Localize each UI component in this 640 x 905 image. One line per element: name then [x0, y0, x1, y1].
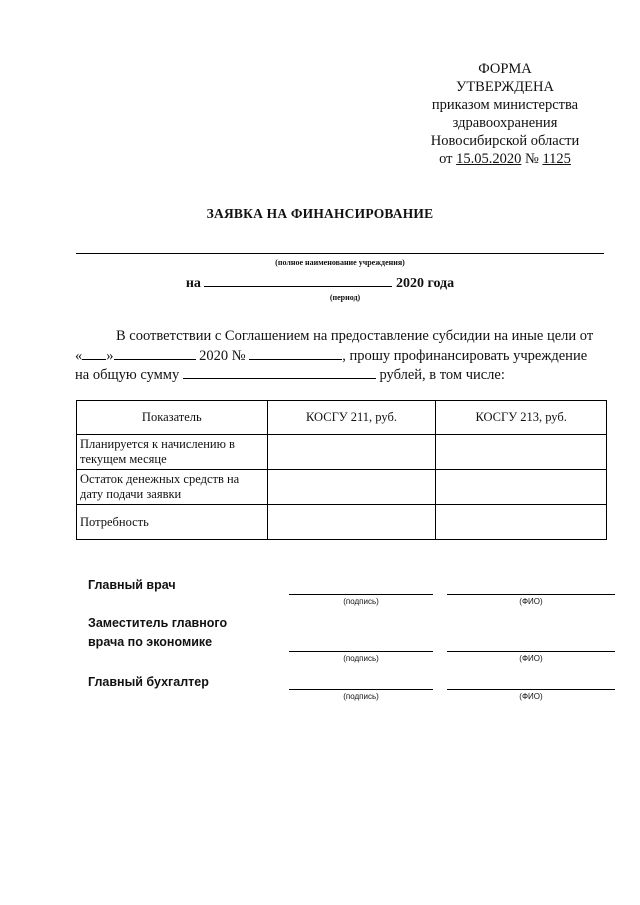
institution-hint: (полное наименование учреждения) [275, 258, 405, 267]
name-hint: (ФИО) [519, 597, 543, 606]
sign-hint: (подпись) [343, 692, 379, 701]
name-hint: (ФИО) [519, 654, 543, 663]
table-row [77, 435, 607, 470]
sign-hint: (подпись) [343, 654, 379, 663]
table-row [77, 505, 607, 540]
period-prefix: на [185, 276, 201, 291]
row-label: Планируется к начислению в текущем месяце [77, 435, 268, 470]
period-field[interactable] [204, 274, 392, 287]
row-label: Остаток денежных средств на дату подачи заявки [77, 470, 268, 505]
header-indicator: Показатель [77, 401, 268, 435]
approval-date: 15.05.2020 [456, 151, 522, 167]
signature-title-deputy: Заместитель главного врача по экономике [88, 616, 228, 649]
signature-field-chief-doctor[interactable] [289, 594, 433, 595]
period-suffix: 2020 года [395, 276, 455, 291]
approval-approved-label: УТВЕРЖДЕНА [456, 79, 554, 95]
cell-kosgu-213[interactable] [436, 470, 607, 505]
approval-form-label: ФОРМА [478, 61, 532, 77]
cell-kosgu-213[interactable] [436, 505, 607, 540]
row-label: Потребность [77, 505, 268, 540]
cell-kosgu-211[interactable] [267, 470, 436, 505]
name-field-chief-accountant[interactable] [447, 689, 615, 690]
sign-hint: (подпись) [343, 597, 379, 606]
table-row [77, 470, 607, 505]
signature-title-chief-doctor: Главный врач [88, 578, 176, 592]
period-hint: (период) [329, 293, 361, 302]
agreement-month-field[interactable] [114, 346, 196, 360]
document-title: ЗАЯВКА НА ФИНАНСИРОВАНИЕ [206, 206, 434, 221]
name-hint: (ФИО) [519, 692, 543, 701]
institution-name-field[interactable] [76, 253, 604, 254]
agreement-day-field[interactable] [82, 346, 106, 360]
approval-ministry-label: здравоохранения [452, 115, 558, 131]
signature-field-deputy[interactable] [289, 651, 433, 652]
cell-kosgu-213[interactable] [436, 435, 607, 470]
financing-table [76, 400, 607, 540]
signature-field-chief-accountant[interactable] [289, 689, 433, 690]
total-sum-field[interactable] [183, 365, 376, 379]
signature-title-chief-accountant: Главный бухгалтер [88, 675, 209, 689]
request-paragraph: В соответствии с Соглашением на предоставление субсидии на иные цели от « » 2020 № , прошу профинансировать учреждение на общую сумму рублей, в том числе: [75, 328, 594, 383]
cell-kosgu-211[interactable] [267, 505, 436, 540]
approval-number: 1125 [542, 151, 571, 167]
name-field-chief-doctor[interactable] [447, 594, 615, 595]
cell-kosgu-211[interactable] [267, 435, 436, 470]
approval-order-label: приказом министерства [431, 97, 579, 113]
table-header-row [77, 401, 607, 435]
approval-region-label: Новосибирской области [430, 133, 580, 149]
header-kosgu-213: КОСГУ 213, руб. [436, 401, 607, 435]
name-field-deputy[interactable] [447, 651, 615, 652]
header-kosgu-211: КОСГУ 211, руб. [267, 401, 436, 435]
period-row [0, 274, 640, 292]
approval-block [400, 60, 610, 168]
approval-date-line: от 15.05.2020 № 1125 [439, 151, 571, 167]
agreement-number-field[interactable] [249, 346, 342, 360]
